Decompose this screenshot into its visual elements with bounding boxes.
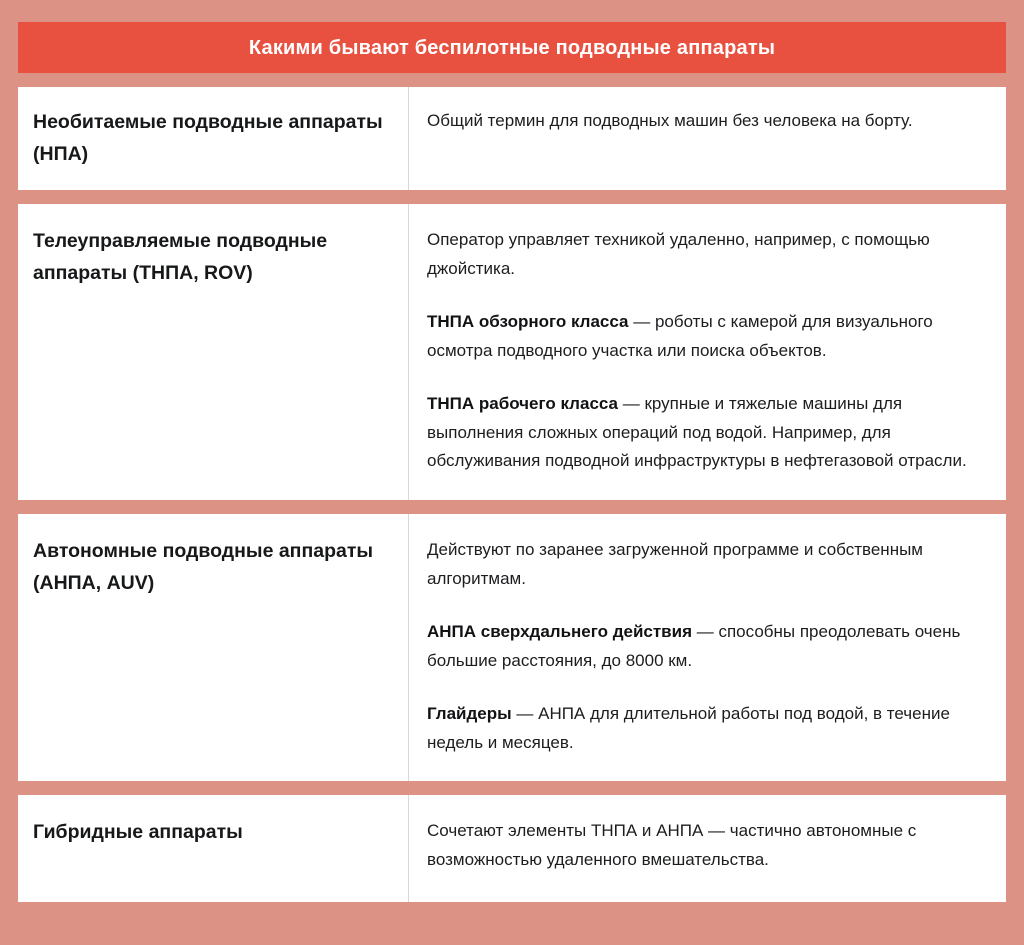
- table-row: [18, 795, 1006, 902]
- paragraph-text: Общий термин для подводных машин без человека на борту.: [427, 111, 913, 130]
- paragraph-text: Сочетают элементы ТНПА и АНПА — частично автономные с возможностью удаленного вмешательства.: [427, 821, 917, 869]
- row-content-cell: [409, 795, 1006, 902]
- paragraph-lead: ТНПА рабочего класса: [427, 394, 619, 414]
- table-row: [18, 514, 1006, 781]
- row-paragraph: [427, 308, 986, 365]
- paragraph-text: — АНПА для длительной работы под водой, в течение недель и месяцев.: [427, 704, 950, 752]
- row-label-cell: [18, 514, 409, 781]
- paragraph-lead: ТНПА обзорного класса: [427, 312, 629, 332]
- row-label-cell: [18, 87, 409, 190]
- paragraph-text: Оператор управляет техникой удаленно, например, с помощью джойстика.: [427, 230, 930, 278]
- row-label: Необитаемые подводные аппараты (НПА): [33, 111, 383, 165]
- row-label: Телеуправляемые подводные аппараты (ТНПА, ROV): [33, 230, 328, 284]
- header-banner: [18, 22, 1006, 73]
- infographic-page: [0, 22, 1024, 945]
- rows-container: [18, 87, 1006, 902]
- paragraph-text: — роботы с камерой для визуального осмотра подводного участка или поиска объектов.: [427, 312, 933, 360]
- row-label-cell: [18, 204, 409, 500]
- row-paragraph: [427, 700, 986, 757]
- row-paragraph: [427, 817, 986, 874]
- table-row: [18, 87, 1006, 190]
- row-paragraph: [427, 390, 986, 476]
- row-label: Гибридные аппараты: [33, 821, 243, 844]
- row-content-cell: [409, 204, 1006, 500]
- row-label-cell: [18, 795, 409, 902]
- paragraph-lead: Глайдеры: [427, 704, 512, 724]
- row-paragraph: [427, 536, 986, 593]
- page-title: Какими бывают беспилотные подводные аппараты: [248, 36, 776, 59]
- paragraph-text: — крупные и тяжелые машины для выполнения сложных операций под водой. Например, для обслуживания подводной инфраструктуры в нефтегазовой отрасли.: [427, 394, 967, 471]
- row-paragraph: [427, 226, 986, 283]
- table-row: [18, 204, 1006, 500]
- row-label: Автономные подводные аппараты (АНПА, AUV): [33, 539, 374, 594]
- row-paragraph: [427, 107, 986, 136]
- row-content-cell: [409, 514, 1006, 781]
- row-content-cell: [409, 87, 1006, 190]
- paragraph-lead: АНПА сверхдальнего действия: [427, 622, 693, 642]
- row-paragraph: [427, 618, 986, 675]
- paragraph-text: — способны преодолевать очень большие расстояния, до 8000 км.: [427, 622, 961, 670]
- paragraph-text: Действуют по заранее загруженной программе и собственным алгоритмам.: [427, 539, 923, 588]
